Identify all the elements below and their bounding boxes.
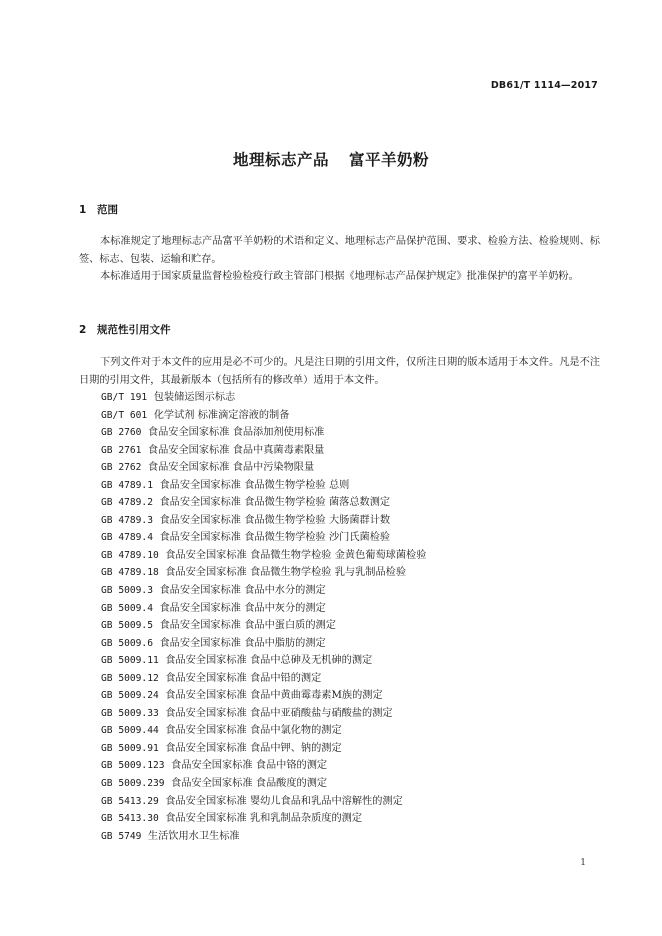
reference-title: 食品安全国家标准 食品微生物学检验 金黄色葡萄球菌检验 <box>165 549 427 561</box>
reference-item <box>101 775 601 793</box>
reference-item <box>101 547 601 565</box>
reference-code: GB/T 601 <box>101 409 148 421</box>
section-heading-normative-references <box>79 322 171 337</box>
reference-code: GB 5009.11 <box>101 655 159 667</box>
reference-code: GB 5009.33 <box>101 707 159 719</box>
reference-code: GB 2762 <box>101 462 142 474</box>
reference-code: GB 4789.1 <box>101 479 153 491</box>
reference-item <box>101 512 601 530</box>
reference-item <box>101 705 601 723</box>
reference-item <box>101 389 601 407</box>
reference-item <box>101 477 601 495</box>
paragraph: 本标准适用于国家质量监督检验检疫行政主管部门根据《地理标志产品保护规定》批准保护的富平羊奶粉。 <box>100 271 579 282</box>
reference-title: 食品安全国家标准 食品中总砷及无机砷的测定 <box>165 655 373 667</box>
reference-code: GB 5009.44 <box>101 725 159 737</box>
reference-item <box>101 828 601 846</box>
reference-code: GB 4789.18 <box>101 567 159 579</box>
section-number: 2 <box>79 324 87 336</box>
reference-item <box>101 529 601 547</box>
reference-item <box>101 740 601 758</box>
reference-list <box>101 389 601 845</box>
reference-item <box>101 407 601 425</box>
reference-item <box>101 635 601 653</box>
reference-item <box>101 424 601 442</box>
reference-item <box>101 652 601 670</box>
reference-code: GB 5009.91 <box>101 742 159 754</box>
reference-code: GB 5009.24 <box>101 690 159 702</box>
reference-code: GB 5413.30 <box>101 813 159 825</box>
reference-code: GB 4789.2 <box>101 497 153 509</box>
reference-title: 食品安全国家标准 食品中亚硝酸盐与硝酸盐的测定 <box>165 707 393 719</box>
reference-code: GB 4789.10 <box>101 549 159 561</box>
reference-code: GB 5009.6 <box>101 637 153 649</box>
reference-item <box>101 793 601 811</box>
reference-title: 食品安全国家标准 食品中污染物限量 <box>147 462 315 474</box>
reference-item <box>101 617 601 635</box>
reference-title: 食品安全国家标准 食品添加剂使用标准 <box>147 427 325 439</box>
paragraph: 下列文件对于本文件的应用是必不可少的。凡是注日期的引用文件，仅所注日期的版本适用于本文件。凡是不注日期的引用文件，其最新版本（包括所有的修改单）适用于本文件。 <box>79 357 600 386</box>
document-title: 地理标志产品 富平羊奶粉 <box>233 151 429 169</box>
reference-title: 包装储运图示标志 <box>153 392 236 403</box>
reference-title: 食品安全国家标准 食品中水分的测定 <box>159 585 326 597</box>
reference-title: 食品安全国家标准 婴幼儿食品和乳品中溶解性的测定 <box>165 795 403 807</box>
section-heading-scope <box>79 202 118 217</box>
reference-title: 食品安全国家标准 食品微生物学检验 总则 <box>159 479 350 491</box>
section-number: 1 <box>79 204 87 216</box>
reference-title: 食品安全国家标准 食品中铅的测定 <box>165 672 322 684</box>
reference-title: 化学试剂 标准滴定溶液的制备 <box>153 409 290 421</box>
reference-code: GB 5009.123 <box>101 760 165 772</box>
reference-title: 食品安全国家标准 食品微生物学检验 乳与乳制品检验 <box>165 567 407 579</box>
reference-code: GB 5009.3 <box>101 585 153 597</box>
reference-title: 食品安全国家标准 食品微生物学检验 菌落总数测定 <box>159 497 391 509</box>
reference-item <box>101 582 601 600</box>
reference-title: 食品安全国家标准 食品微生物学检验 沙门氏菌检验 <box>159 532 391 544</box>
reference-code: GB 5749 <box>101 830 142 842</box>
reference-title: 食品安全国家标准 食品中灰分的测定 <box>159 602 326 614</box>
reference-item <box>101 670 601 688</box>
reference-code: GB/T 191 <box>101 392 148 403</box>
reference-title: 生活饮用水卫生标准 <box>147 830 240 842</box>
reference-item <box>101 442 601 460</box>
reference-title: 食品安全国家标准 食品中钾、钠的测定 <box>165 742 342 754</box>
reference-title: 食品安全国家标准 食品中氯化物的测定 <box>165 725 342 737</box>
reference-code: GB 5413.29 <box>101 795 159 807</box>
reference-item <box>101 687 601 705</box>
reference-code: GB 2760 <box>101 427 142 439</box>
section-title: 范围 <box>97 204 118 216</box>
reference-item <box>101 600 601 618</box>
reference-item <box>101 459 601 477</box>
reference-title: 食品安全国家标准 食品中真菌毒素限量 <box>147 444 325 456</box>
reference-title: 食品安全国家标准 食品中脂肪的测定 <box>159 637 326 649</box>
paragraph: 本标准规定了地理标志产品富平羊奶粉的术语和定义、地理标志产品保护范围、要求、检验方法、检验规则、标签、标志、包装、运输和贮存。 <box>79 236 600 265</box>
reference-item <box>101 564 601 582</box>
reference-item <box>101 494 601 512</box>
reference-code: GB 2761 <box>101 444 142 456</box>
reference-title: 食品安全国家标准 食品微生物学检验 大肠菌群计数 <box>159 514 391 526</box>
reference-title: 食品安全国家标准 食品中黄曲霉毒素M族的测定 <box>165 690 383 702</box>
reference-title: 食品安全国家标准 乳和乳制品杂质度的测定 <box>165 813 363 825</box>
reference-item <box>101 722 601 740</box>
reference-title: 食品安全国家标准 食品中蛋白质的测定 <box>159 620 336 632</box>
reference-code: GB 4789.3 <box>101 514 153 526</box>
reference-code: GB 5009.239 <box>101 778 165 790</box>
reference-item <box>101 810 601 828</box>
page-number: 1 <box>580 858 586 868</box>
section-title: 规范性引用文件 <box>97 324 171 336</box>
reference-title: 食品安全国家标准 食品酸度的测定 <box>171 778 328 790</box>
reference-code: GB 5009.5 <box>101 620 153 632</box>
reference-item <box>101 757 601 775</box>
standard-code: DB61/T 1114—2017 <box>490 80 598 91</box>
reference-title: 食品安全国家标准 食品中铬的测定 <box>171 760 328 772</box>
reference-code: GB 4789.4 <box>101 532 153 544</box>
reference-code: GB 5009.4 <box>101 602 153 614</box>
reference-code: GB 5009.12 <box>101 672 159 684</box>
